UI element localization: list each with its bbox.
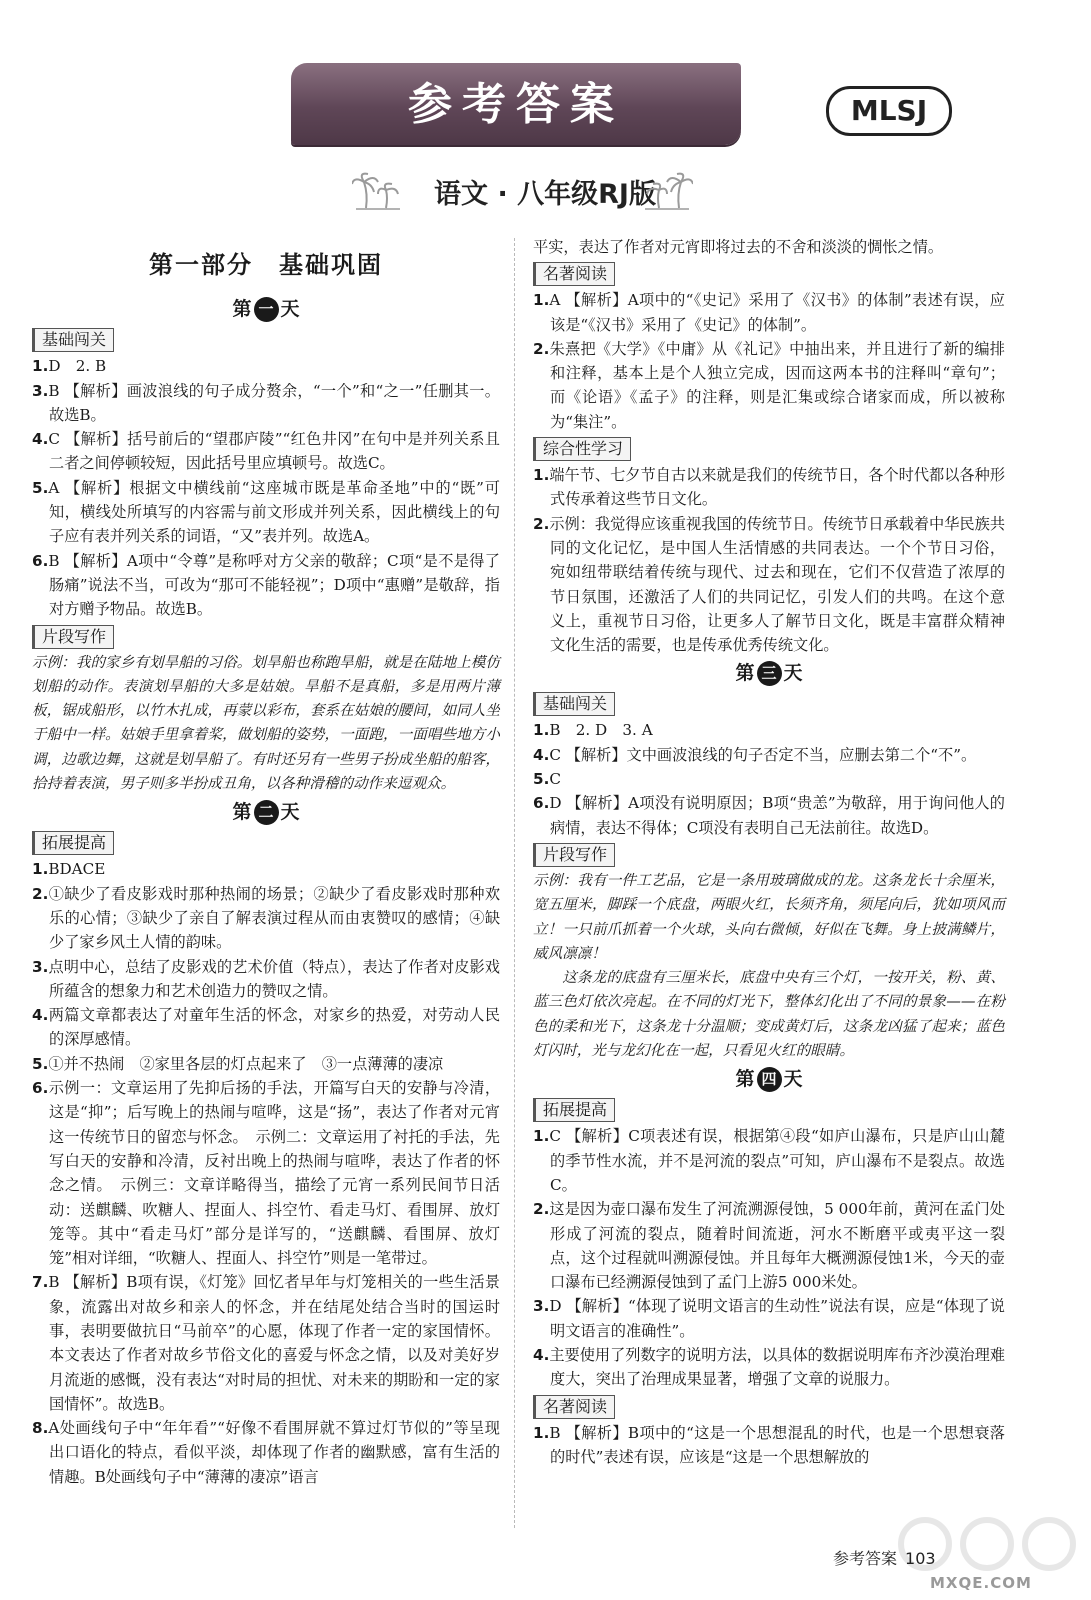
item-text: ①并不热闹 ②家里各层的灯点起来了 ③一点薄薄的凄凉 — [48, 1054, 444, 1073]
item-text: C 【解析】括号前后的“望郡庐陵”“红色井冈”在句中是并列关系且二者之间停顿较短，因此括号里应填顿号。故选C。 — [48, 430, 500, 473]
item-number: 1. — [533, 721, 550, 740]
item-number: 5. — [533, 770, 550, 789]
day-number-badge: 二 — [254, 800, 279, 825]
item-number: 7. — [32, 1273, 49, 1292]
item-text: ①缺少了看皮影戏时那种热闹的场景；②缺少了看皮影戏时那种欢乐的心情；③缺少了亲自了解表演过程从而由衷赞叹的感情；④缺少了家乡风土人情的韵味。 — [48, 884, 500, 952]
item-number: 4. — [533, 745, 550, 764]
day-suffix: 天 — [783, 662, 803, 685]
answer-item — [32, 354, 500, 378]
day-heading — [32, 800, 500, 825]
item-text: D 【解析】A项没有说明原因；B项“贵恙”为敬辞，用于询问他人的病情，表达不得体；C项没有表明自己无法前往。故选D。 — [549, 794, 1005, 837]
day-number-badge: 一 — [254, 297, 279, 322]
answer-item — [533, 463, 1005, 512]
column-divider — [514, 238, 515, 1528]
section-label: 综合性学习 — [533, 437, 631, 461]
section-label: 片段写作 — [533, 843, 615, 867]
answer-item — [533, 1343, 1005, 1392]
day-heading — [533, 661, 1005, 686]
item-number: 1. — [533, 1423, 550, 1442]
answer-item — [32, 1003, 500, 1052]
palm-tree-icon — [643, 170, 693, 210]
item-text: 两篇文章都表达了对童年生活的怀念，对家乡的热爱，对劳动人民的深厚感情。 — [48, 1006, 500, 1049]
continued-text: 平实，表达了作者对元宵即将过去的不舍和淡淡的惆怅之情。 — [533, 238, 944, 256]
item-text: C — [549, 770, 561, 789]
left-column — [32, 235, 500, 1489]
item-text: 点明中心，总结了皮影戏的艺术价值（特点），表达了作者对皮影戏所蕴含的想象力和艺术创造力的赞叹之情。 — [48, 957, 500, 1000]
answer-item — [32, 1416, 500, 1489]
item-text: B 【解析】B项中的“这是一个思想混乱的时代，也是一个思想衰落的时代”表述有误，应该是“这是一个思想解放的 — [549, 1423, 1005, 1466]
item-text: B 【解析】画波浪线的句子成分赘余，“一个”和“之一”任删其一。故选B。 — [48, 381, 500, 424]
day-prefix: 第 — [232, 298, 252, 321]
section-label: 拓展提高 — [32, 831, 114, 855]
day-suffix: 天 — [280, 298, 300, 321]
item-text: 主要使用了列数字的说明方法，以具体的数据说明库布齐沙漠治理难度大，突出了治理成果显著，增强了文章的说服力。 — [549, 1345, 1005, 1389]
item-number: 2. — [533, 514, 550, 533]
answer-item — [533, 1421, 1005, 1470]
answer-item — [533, 1294, 1005, 1343]
item-text: B 【解析】B项有误，《灯笼》回忆者早年与灯笼相关的一些生活景象，流露出对故乡和亲人的怀念，并在结尾处结合当时的国运时事，表明要做抗日“马前卒”的心愿，体现了作者一定的家国情怀。本文表达了作者对故乡节俗文化的喜爱与怀念之情，以及对美好岁月流逝的感慨，没有表达“对时局的担忧、对未来的期盼和一定的家国情怀”。故选B。 — [48, 1273, 500, 1413]
item-number: 2. — [32, 884, 49, 903]
section-label: 片段写作 — [32, 625, 114, 649]
item-number: 3. — [32, 957, 49, 976]
answer-item — [533, 767, 1005, 791]
item-text: A 【解析】A项中的“《史记》采用了《汉书》的体制”表述有误，应该是“《汉书》采用了《史记》的体制”。 — [549, 291, 1005, 334]
footer-label: 参考答案 — [833, 1549, 898, 1568]
day-prefix: 第 — [232, 801, 252, 824]
item-number: 2. — [533, 339, 550, 358]
item-number: 6. — [32, 1079, 49, 1098]
item-number: 5. — [32, 478, 49, 497]
item-text: D 【解析】“体现了说明文语言的生动性”说法有误，应是“体现了说明文语言的准确性”。 — [549, 1297, 1005, 1340]
day-heading — [32, 297, 500, 322]
section-label: 名著阅读 — [533, 1395, 615, 1419]
day-number-badge: 四 — [757, 1067, 782, 1092]
item-number: 8. — [32, 1419, 49, 1438]
day-number-badge: 三 — [757, 661, 782, 686]
item-number: 6. — [533, 794, 550, 813]
day-suffix: 天 — [280, 801, 300, 824]
item-text: C 【解析】C项表述有误，根据第④段“如庐山瀑布，只是庐山山麓的季节性水流，并不是河流的裂点”可知，庐山瀑布不是裂点。故选C。 — [549, 1127, 1005, 1194]
item-text: BDACE — [48, 860, 106, 879]
item-text: B 【解析】A项中“令尊”是称呼对方父亲的敬辞；C项“是不是得了肠痛”说法不当，可改为“那可不能轻视”；D项中“惠赠”是敬辞，指对方赠予物品。故选B。 — [48, 551, 500, 619]
answer-item — [32, 857, 500, 881]
section-label: 基础闯关 — [32, 328, 114, 352]
item-text: 这是因为壶口瀑布发生了河流溯源侵蚀，5 000年前，黄河在孟门处形成了河流的裂点，随着时间流逝，河水不断磨平或夷平这一裂点，这个过程就叫溯源侵蚀。并且每年大概溯源侵蚀1米，今天的壶口瀑布已经溯源侵蚀到了孟门上游5 000米处。 — [549, 1200, 1005, 1292]
answer-item — [32, 1052, 500, 1076]
answer-item — [32, 476, 500, 549]
part-title: 第一部分 基础巩固 — [149, 251, 383, 279]
item-number: 1. — [533, 466, 550, 485]
item-number: 5. — [32, 1054, 49, 1073]
item-number: 3. — [32, 381, 49, 400]
answer-item — [32, 379, 500, 428]
page-title: 参考答案 — [408, 79, 624, 130]
day-prefix: 第 — [735, 1068, 755, 1091]
item-number: 4. — [533, 1345, 550, 1364]
brand-logo: MLSJ — [826, 86, 952, 136]
item-text: B 2. D 3. A — [549, 721, 653, 740]
answer-item — [533, 791, 1005, 840]
page-number: 103 — [905, 1549, 936, 1568]
writing-sample: 示例：我有一件工艺品，它是一条用玻璃做成的龙。这条龙长十余厘米，宽五厘米，脚踩一个底盘，两眼火红，长须齐角，须尾向后，犹如项风而立！一只前爪抓着一个火球，头向右微倾，好似在飞舞。身上披满鳞片，威风凛凛！ — [533, 871, 1005, 962]
item-text: C 【解析】文中画波浪线的句子否定不当，应删去第二个“不”。 — [549, 745, 977, 764]
watermark-url: MXQE.COM — [930, 1574, 1032, 1592]
item-text: 朱熹把《大学》《中庸》从《礼记》中抽出来，并且进行了新的编排和注释，基本上是个人独立完成，因而这两本书的注释叫“章句”；而《论语》《孟子》的注释，则是汇集或综合诸家而成，所以被称为“集注”。 — [549, 339, 1005, 431]
section-label: 基础闯关 — [533, 692, 615, 716]
section-label: 名著阅读 — [533, 262, 615, 286]
item-text: 示例一：文章运用了先抑后扬的手法，开篇写白天的安静与冷清，这是“抑”；后写晚上的热闹与喧哗，这是“扬”，表达了作者对元宵这一传统节日的留恋与怀念。 示例二：文章运用了衬托的手法，先写白天的安静和冷清，反衬出晚上的热闹与喧哗，表达了作者的怀念之情。 示例三：文章详略得当，描绘了元宵一系列民间节日活动：送麒麟、吹糖人、捏面人、抖空竹、看走马灯、看围屏、放灯笼等。其中“看走马灯”部分是详写的，“送麒麟、看围屏、放灯笼”相对详细，“吹糖人、捏面人、抖空竹”则是一笔带过。 — [48, 1079, 500, 1268]
answer-item — [32, 882, 500, 955]
item-text: A处画线句子中“年年看”“好像不看围屏就不算过灯节似的”等呈现出口语化的特点，看似平淡，却体现了作者的幽默感，富有生活的情趣。B处画线句子中“薄薄的凄凉”语言 — [48, 1419, 500, 1486]
writing-sample: 这条龙的底盘有三厘米长，底盘中央有三个灯，一按开关，粉、黄、蓝三色灯依次亮起。在不同的灯光下，整体幻化出了不同的景象——在粉色的柔和光下，这条龙十分温顺；变成黄灯后，这条龙凶猛了起来；蓝色灯闪时，光与龙幻化在一起，只看见火红的眼睛。 — [533, 969, 1005, 1060]
item-number: 4. — [32, 1006, 49, 1025]
section-label: 拓展提高 — [533, 1098, 615, 1122]
answer-item — [533, 288, 1005, 337]
item-text: A 【解析】根据文中横线前“这座城市既是革命圣地”中的“既”可知，横线处所填写的内容需与前文形成并列关系，因此横线上的句子应有表并列关系的词语，“又”表并列。故选A。 — [48, 478, 500, 546]
item-number: 3. — [533, 1297, 550, 1316]
item-number: 1. — [533, 1127, 550, 1146]
item-number: 1. — [533, 291, 550, 310]
answer-item — [32, 1076, 500, 1270]
item-number: 1. — [32, 860, 49, 879]
writing-sample: 示例：我的家乡有划旱船的习俗。划旱船也称跑旱船，就是在陆地上模仿划船的动作。表演划旱船的大多是姑娘。旱船不是真船，多是用两片薄板，锯成船形，以竹木扎成，再蒙以彩布，套系在姑娘的腰间，如同人坐于船中一样。姑娘手里拿着桨，做划船的姿势，一面跑，一面唱些地方小调，边歌边舞，这就是划旱船了。有时还另有一些男子扮成坐船的船客，拾持着表演，男子则多半扮成丑角，以各种滑稽的动作来逗观众。 — [32, 653, 500, 793]
item-number: 6. — [32, 551, 49, 570]
subject-subtitle: 语文 · 八年级RJ版 — [434, 179, 656, 210]
answer-item — [32, 1270, 500, 1416]
answer-item — [533, 743, 1005, 767]
day-prefix: 第 — [735, 662, 755, 685]
page-footer — [833, 1546, 936, 1569]
answer-item — [533, 718, 1005, 742]
answer-item — [533, 1124, 1005, 1197]
item-number: 1. — [32, 357, 49, 376]
answer-item — [533, 337, 1005, 434]
item-text: 端午节、七夕节自古以来就是我们的传统节日，各个时代都以各种形式传承着这些节日文化。 — [549, 466, 1005, 509]
item-text: 示例：我觉得应该重视我国的传统节日。传统节日承载着中华民族共同的文化记忆，是中国人生活情感的共同表达。一个个节日习俗，宛如纽带联结着传统与现代、过去和现在，它们不仅营造了浓厚的节日氛围，还激活了人们的共同记忆，引发人们的共鸣。在这个意义上，重视节日习俗，让更多人了解节日文化，既是丰富群众精神文化生活的需要，也是传承优秀传统文化。 — [549, 514, 1005, 655]
answer-item — [533, 512, 1005, 658]
right-column — [533, 235, 1005, 1469]
item-number: 4. — [32, 430, 49, 449]
day-suffix: 天 — [783, 1068, 803, 1091]
answer-item — [533, 1197, 1005, 1294]
item-number: 2. — [533, 1200, 550, 1219]
answer-item — [32, 955, 500, 1004]
answer-item — [32, 427, 500, 476]
item-text: D 2. B — [48, 357, 107, 376]
day-heading — [533, 1067, 1005, 1092]
answer-item — [32, 549, 500, 622]
